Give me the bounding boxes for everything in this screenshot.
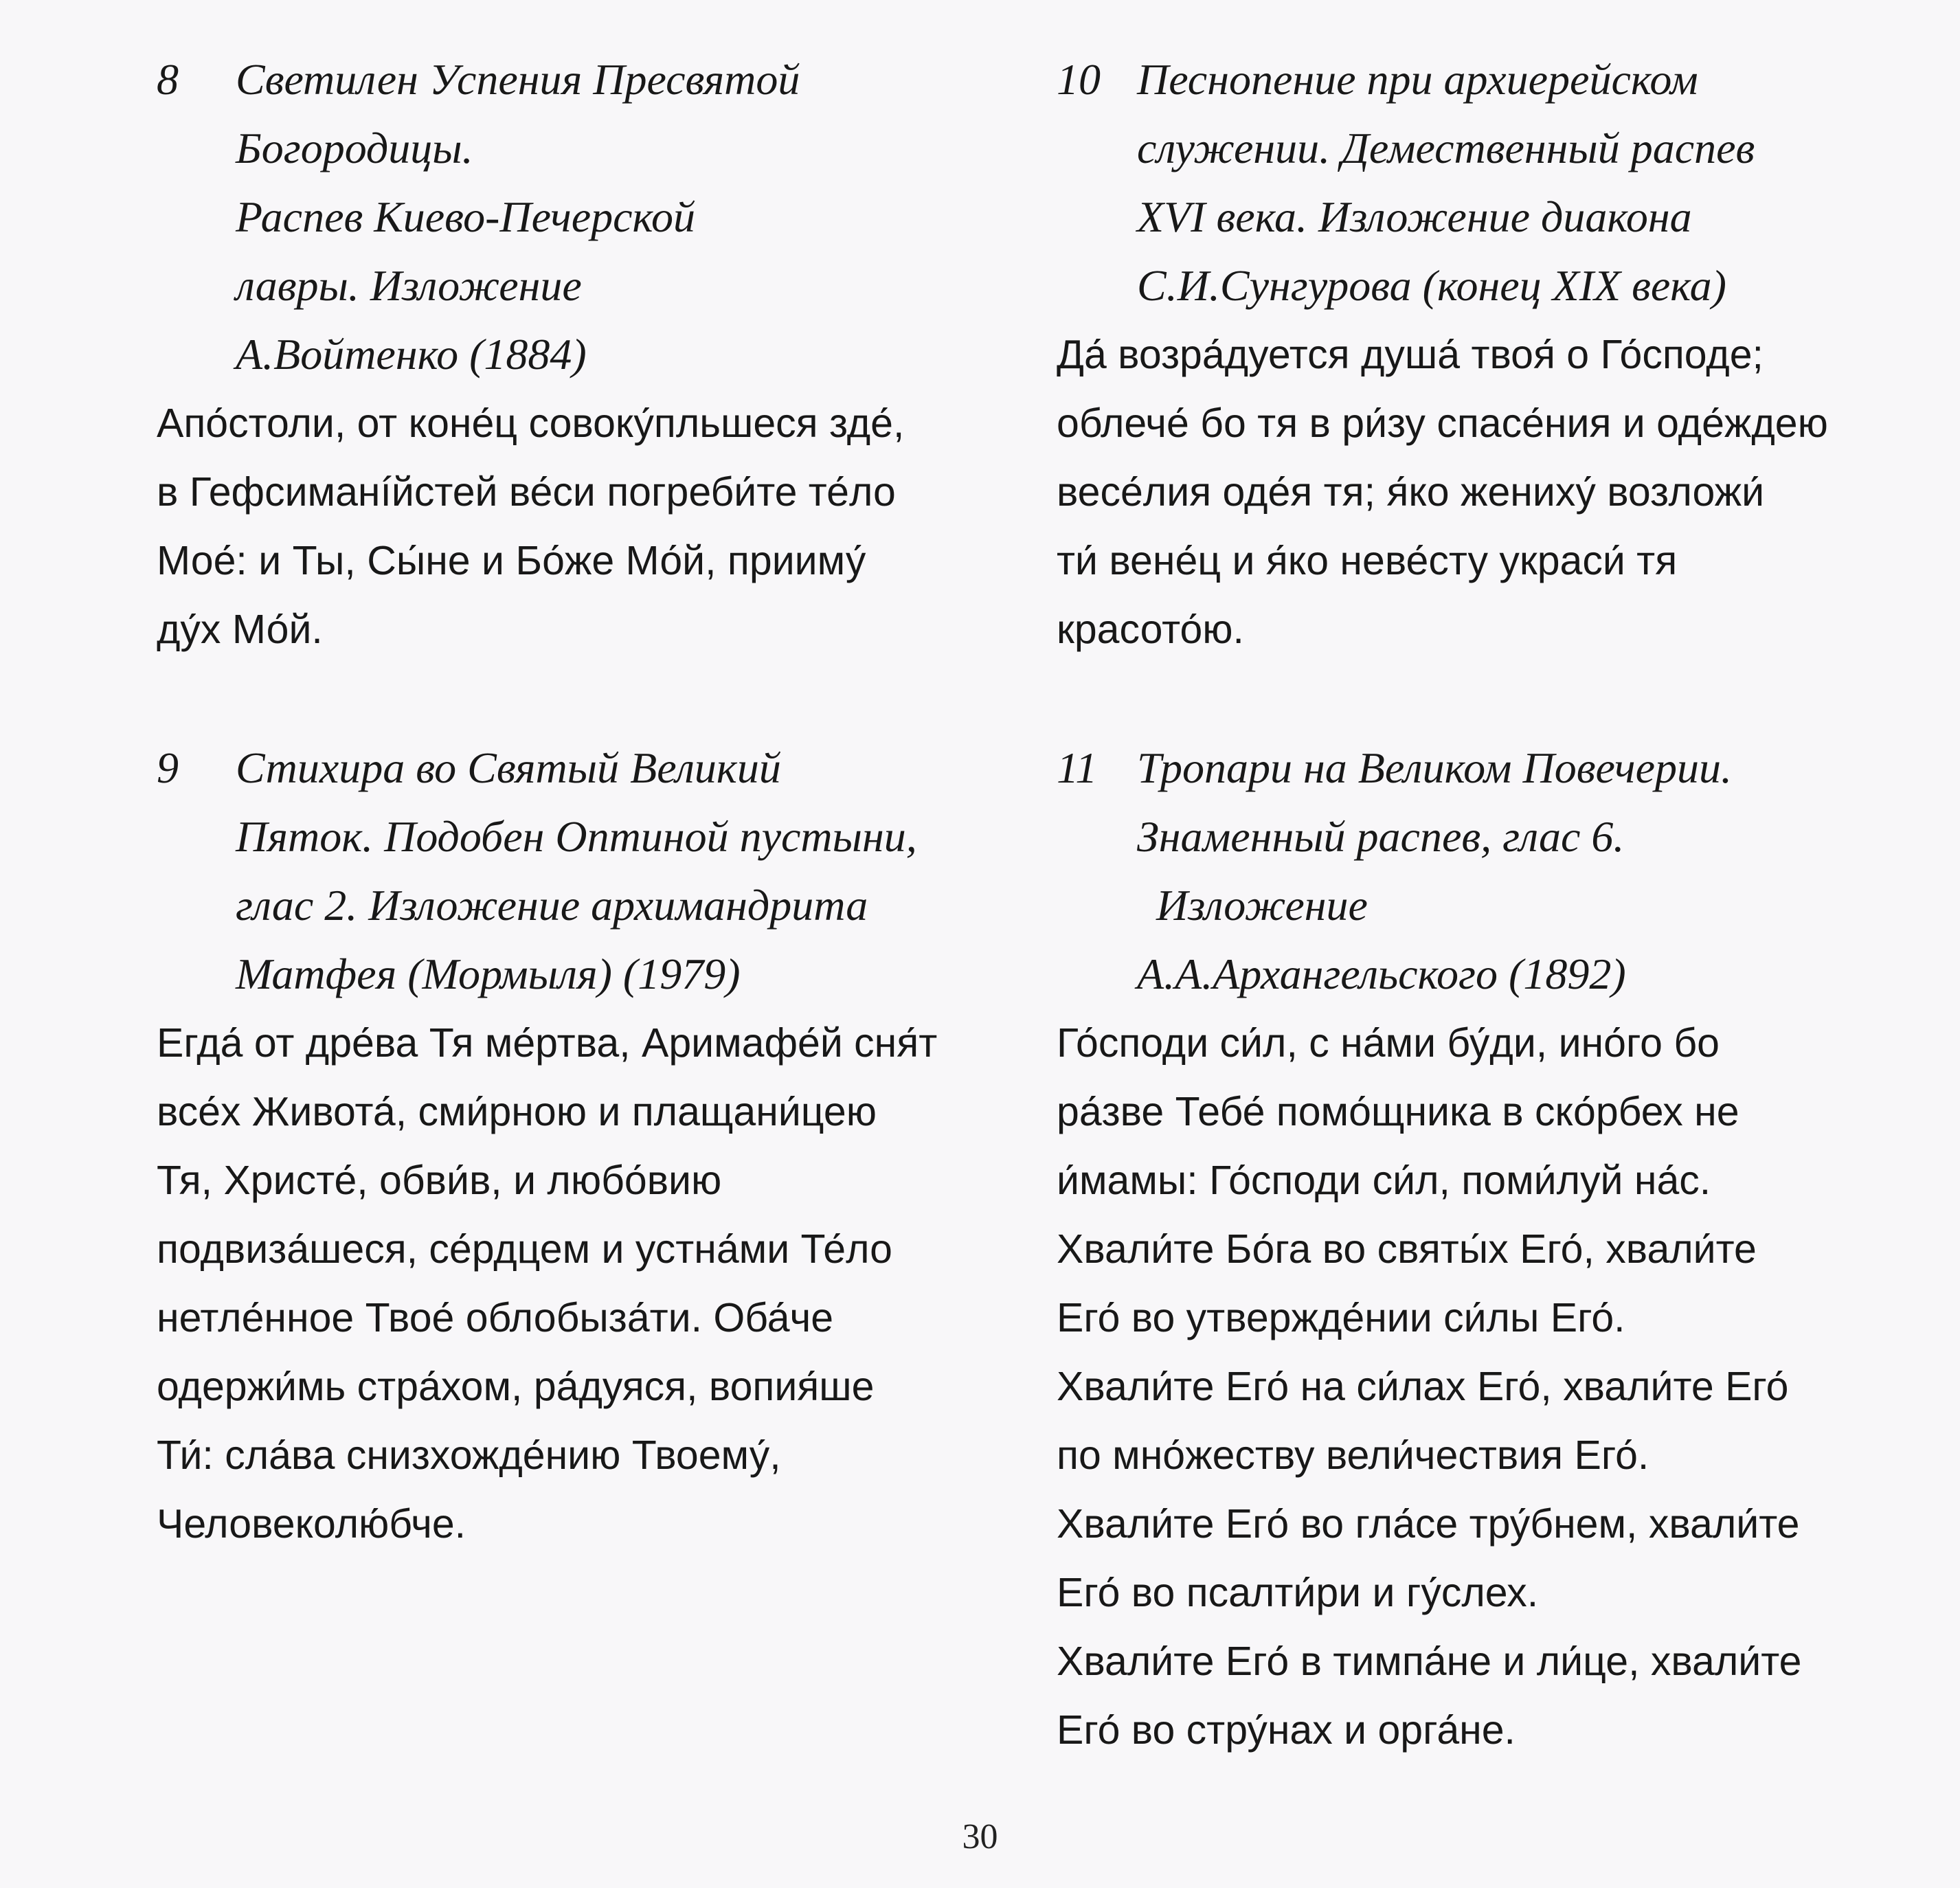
heading-line: Песнопение при архиерейском <box>1137 55 1698 104</box>
track-number: 8 <box>157 55 179 104</box>
heading-line: Пяток. Подобен Оптиной пустыни, <box>236 812 917 861</box>
track-heading <box>157 45 1009 389</box>
track-entry-8 <box>157 45 1009 664</box>
text-line: Апо́столи, от коне́ц совоку́пльшеся зде́, <box>157 401 905 446</box>
text-line: Хвали́те Бо́га во святы́х Его́, хвали́те <box>1057 1226 1757 1272</box>
text-line: Хвали́те Его́ в тимпа́не и ли́це, хвали́те <box>1057 1639 1802 1684</box>
heading-line: Тропари на Великом Повечерии. <box>1137 743 1732 792</box>
track-number: 10 <box>1057 55 1101 104</box>
track-number: 11 <box>1057 743 1098 792</box>
page-number: 30 <box>962 1817 998 1856</box>
heading-line: А.Войтенко (1884) <box>236 330 587 379</box>
track-title <box>1137 45 1755 320</box>
heading-line: Богородицы. <box>236 124 473 172</box>
text-line: Да́ возра́дуется душа́ твоя́ о Го́споде; <box>1057 332 1764 377</box>
heading-line: Светилен Успения Пресвятой <box>236 55 800 104</box>
text-line: Его́ во стру́нах и орга́не. <box>1057 1707 1516 1753</box>
track-entry-10 <box>1057 45 1908 664</box>
track-title <box>1137 734 1732 1009</box>
track-entry-9 <box>157 734 1009 1558</box>
text-line: Ти́: сла́ва снизхожде́нию Твоему́, <box>157 1432 781 1478</box>
heading-line: XVI века. Изложение диакона <box>1137 192 1692 241</box>
text-line: весе́лия оде́я тя; я́ко жениху́ возложи́ <box>1057 469 1765 515</box>
text-line: и́мамы: Го́споди си́л, поми́луй на́с. <box>1057 1158 1711 1203</box>
text-line: Его́ во псалти́ри и гу́слех. <box>1057 1570 1539 1615</box>
heading-line: Знаменный распев, глас 6. <box>1137 812 1625 861</box>
text-line: подвиза́шеся, се́рдцем и устна́ми Те́ло <box>157 1226 892 1272</box>
heading-line: служении. Демественный распев <box>1137 124 1755 172</box>
text-line: Его́ во утвержде́нии си́лы Его́. <box>1057 1295 1625 1340</box>
text-line: облече́ бо тя в ри́зу спасе́ния и оде́ждею <box>1057 401 1828 446</box>
text-line: Человеколю́бче. <box>157 1501 466 1547</box>
track-heading <box>1057 734 1908 1009</box>
heading-line: А.А.Архангельского (1892) <box>1137 949 1626 998</box>
track-title <box>236 45 800 389</box>
heading-line: Стихира во Святый Великий <box>236 743 781 792</box>
text-line: Егда́ от дре́ва Тя ме́ртва, Аримафе́й сня́т <box>157 1020 938 1066</box>
text-line: Хвали́те Его́ во гла́се тру́бнем, хвали́те <box>1057 1501 1800 1547</box>
text-line: в Гефсиманíйстей ве́си погреби́те те́ло <box>157 469 896 515</box>
text-line: одержи́мь стра́хом, ра́дуяся, вопия́ше <box>157 1364 875 1409</box>
track-entry-11 <box>1057 734 1908 1764</box>
track-text <box>1057 320 1908 664</box>
track-heading <box>157 734 1009 1009</box>
track-text <box>157 1009 1009 1558</box>
heading-line: Матфея (Мормыля) (1979) <box>236 949 741 998</box>
track-number: 9 <box>157 743 179 792</box>
text-line: ду́х Мо́й. <box>157 607 323 652</box>
text-line: ти́ вене́ц и я́ко неве́сту украси́ тя <box>1057 538 1678 583</box>
text-line: Го́споди си́л, с на́ми бу́ди, ино́го бо <box>1057 1020 1720 1066</box>
heading-line: С.И.Сунгурова (конец XIX века) <box>1137 261 1726 310</box>
text-line: все́х Живота́, сми́рною и плащани́цею <box>157 1089 877 1134</box>
text-line: ра́зве Тебе́ помо́щника в ско́рбех не <box>1057 1089 1739 1134</box>
text-line: по мно́жеству вели́чествия Его́. <box>1057 1432 1649 1478</box>
heading-line: глас 2. Изложение архимандрита <box>236 881 868 930</box>
text-line: нетле́нное Твое́ облобыза́ти. Оба́че <box>157 1295 834 1340</box>
track-title <box>236 734 917 1009</box>
heading-line: лавры. Изложение <box>236 261 582 310</box>
heading-line: Распев Киево-Печерской <box>236 192 696 241</box>
track-text <box>157 389 1009 664</box>
heading-line: Изложение <box>1156 881 1368 930</box>
track-heading <box>1057 45 1908 320</box>
text-line: Хвали́те Его́ на си́лах Его́, хвали́те Его́ <box>1057 1364 1789 1409</box>
text-line: красото́ю. <box>1057 607 1244 652</box>
track-text <box>1057 1009 1908 1764</box>
text-line: Тя, Христе́, обви́в, и любо́вию <box>157 1158 722 1203</box>
text-line: Мое́: и Ты, Сы́не и Бо́же Мо́й, прииму́ <box>157 538 866 583</box>
